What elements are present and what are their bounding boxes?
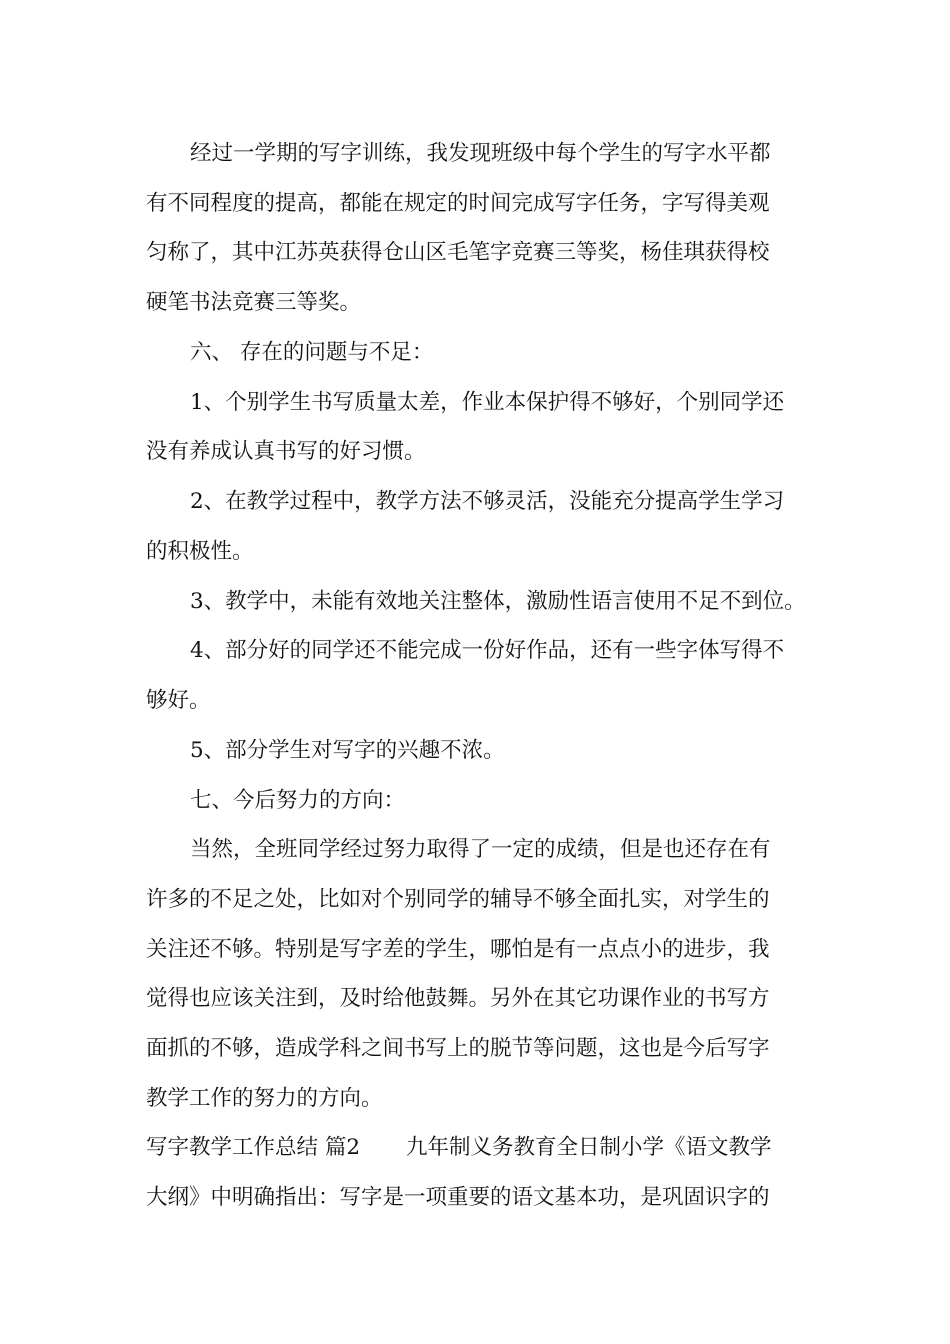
- paragraph-line: 硬笔书法竞赛三等奖。: [146, 290, 362, 315]
- list-item-line: 1、个别学生书写质量太差，作业本保护得不够好，个别同学还: [190, 390, 785, 415]
- list-item-line: 2、在教学过程中，教学方法不够灵活，没能充分提高学生学习: [190, 489, 785, 514]
- paragraph-line: 面抓的不够，造成学科之间书写上的脱节等问题，这也是今后写字: [146, 1036, 770, 1061]
- list-item-line: 4、部分好的同学还不能完成一份好作品，还有一些字体写得不: [190, 638, 785, 663]
- paragraph-line: 教学工作的努力的方向。: [146, 1086, 383, 1111]
- paragraph-line: 关注还不够。特别是写字差的学生，哪怕是有一点点小的进步，我: [146, 937, 770, 962]
- part2-first-line: [146, 1133, 772, 1163]
- list-item-line: 够好。: [146, 688, 211, 713]
- paragraph-line: 九年制义务教育全日制小学《语文教学: [406, 1135, 772, 1160]
- list-item-line: 5、部分学生对写字的兴趣不浓。: [190, 738, 505, 763]
- paragraph-line: 许多的不足之处，比如对个别同学的辅导不够全面扎实，对学生的: [146, 887, 770, 912]
- paragraph-line: 匀称了，其中江苏英获得仓山区毛笔字竞赛三等奖，杨佳琪获得校: [146, 240, 770, 265]
- part2-title: 写字教学工作总结 篇2: [146, 1135, 361, 1160]
- paragraph-line: 有不同程度的提高，都能在规定的时间完成写字任务，字写得美观: [146, 191, 770, 216]
- list-item-line: 的积极性。: [146, 539, 254, 564]
- list-item-line: 没有养成认真书写的好习惯。: [146, 439, 426, 464]
- paragraph-line: 大纲》中明确指出：写字是一项重要的语文基本功，是巩固识字的: [146, 1185, 770, 1210]
- paragraph-line: 觉得也应该关注到，及时给他鼓舞。另外在其它功课作业的书写方: [146, 986, 770, 1011]
- section-heading: 七、今后努力的方向：: [190, 788, 406, 813]
- paragraph-line: 当然，全班同学经过努力取得了一定的成绩，但是也还存在有: [190, 837, 771, 862]
- paragraph-line: 经过一学期的写字训练，我发现班级中每个学生的写字水平都: [190, 141, 771, 166]
- section-heading: 六、 存在的问题与不足：: [190, 340, 434, 365]
- list-item-line: 3、教学中，未能有效地关注整体，激励性语言使用不足不到位。: [190, 589, 806, 614]
